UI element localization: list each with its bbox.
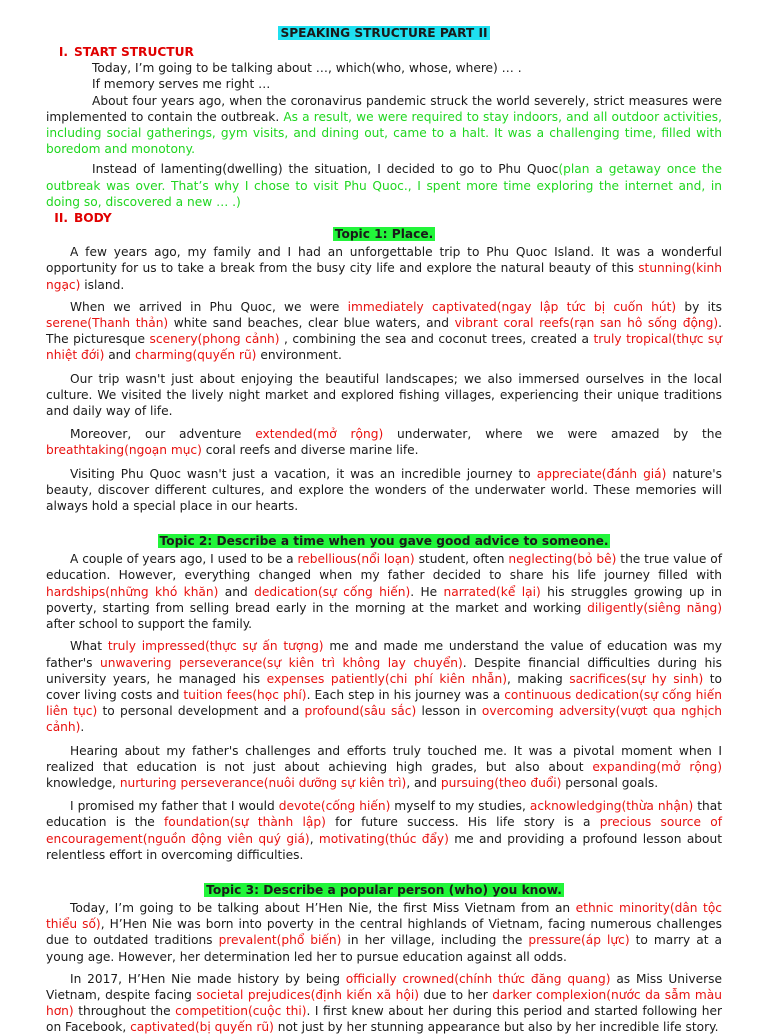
vocab-highlight: acknowledging(thừa nhận) <box>529 799 694 814</box>
text-run: Hearing about my father's challenges and efforts truly touched me. It was a pivotal moment when I realized that education is not just about achieving high grades, but also about <box>46 743 722 774</box>
vocab-highlight: officially crowned(chính thức đăng quang) <box>345 971 611 986</box>
vocab-highlight: expenses patiently(chi phí kiên nhẫn) <box>266 671 507 686</box>
vocab-highlight: nurturing perseverance(nuôi dưỡng sự kiên trì) <box>119 775 407 790</box>
text-run: I promised my father that I would <box>70 799 279 814</box>
paragraph <box>46 743 722 792</box>
vocab-highlight: prevalent(phổ biến) <box>218 933 342 948</box>
vocab-highlight: truly impressed(thực sự ấn tượng) <box>107 639 324 654</box>
section-number: I. <box>58 45 68 59</box>
paragraph <box>46 638 722 735</box>
vocab-highlight: pressure(áp lực) <box>528 933 630 948</box>
paragraph <box>46 900 722 965</box>
text-run: , and <box>406 775 441 790</box>
text-run: What <box>70 639 108 654</box>
vocab-highlight: tuition fees(học phí) <box>183 687 307 702</box>
vocab-highlight: truly tropical(thực sự nhiệt đới) <box>46 332 722 363</box>
topic-1-heading <box>46 226 722 242</box>
vocab-highlight: stunning(kinh ngạc) <box>46 261 722 292</box>
vocab-highlight: devote(cống hiến) <box>278 799 391 814</box>
text-run: When we arrived in Phu Quoc, we were <box>70 299 348 314</box>
intro-line-1: Today, I’m going to be talking about …, which(who, whose, where) … . <box>92 61 522 76</box>
vocab-highlight: rebellious(nổi loạn) <box>297 552 415 567</box>
text-run: the true value of education. However, everything changed when my father decided to share his life journey filled with <box>46 552 723 583</box>
vocab-highlight: serene(Thanh thản) <box>46 316 169 331</box>
vocab-highlight: sacrifices(sự hy sinh) <box>569 671 704 686</box>
vocab-highlight: motivating(thúc đẩy) <box>318 831 449 846</box>
intro-paragraph-3 <box>46 93 722 158</box>
vocab-highlight: diligently(siêng năng) <box>587 600 722 615</box>
text-run: . I first knew about her during this period and started following her on Facebook, <box>46 1004 722 1035</box>
text-run: island. <box>80 277 125 292</box>
text-run: student, often <box>414 552 509 567</box>
text-run: . The picturesque <box>46 316 722 347</box>
paragraph <box>46 299 722 364</box>
text-run: About four years ago, when the coronavirus pandemic struck the world severely, strict measures were implemented to contain the outbreak. <box>46 93 722 124</box>
vocab-highlight: vibrant coral reefs(rạn san hô sống động) <box>454 316 719 331</box>
text-run: Moreover, our adventure <box>70 427 256 442</box>
text-run: me and made me understand the value of education was my father's <box>46 639 722 670</box>
vocab-highlight: expanding(mở rộng) <box>592 759 722 774</box>
text-run: to personal development and a <box>97 704 305 719</box>
intro-paragraph-4 <box>46 161 722 210</box>
text-run: , <box>309 831 319 846</box>
intro-line-2: If memory serves me right … <box>92 77 271 92</box>
text-run: , making <box>507 671 570 686</box>
vocab-highlight: darker complexion(nước da sẫm màu hơn) <box>46 987 722 1019</box>
vocab-highlight: immediately captivated(ngay lập tức bị cuốn hút) <box>347 299 677 314</box>
text-run: to marry at a young age. However, her determination led her to pursue education against all odds. <box>46 933 722 964</box>
vocab-highlight: scenery(phong cảnh) <box>149 332 280 347</box>
title-highlight: SPEAKING STRUCTURE PART II <box>280 26 488 40</box>
text-run: Our trip wasn't just about enjoying the beautiful landscapes; we also immersed ourselves in the local culture. We visited the lively night market and explored fishing villages, experiencing their unique traditions and daily way of life. <box>46 371 722 419</box>
paragraph <box>46 426 722 458</box>
vocab-highlight: breathtaking(ngoạn mục) <box>46 443 202 458</box>
vocab-highlight: overcoming adversity(vượt qua nghịch cảnh) <box>46 704 723 735</box>
vocab-highlight: extended(mở rộng) <box>255 427 384 442</box>
text-run: nature's beauty, discover different cultures, and explore the wonders of the underwater world. These memories will always hold a special place in our hearts. <box>46 466 722 514</box>
text-run: me and providing a profound lesson about relentless effort in overcoming difficulties. <box>46 831 722 862</box>
topic-label: Topic 1: Place. <box>334 227 434 242</box>
paragraph <box>46 971 722 1036</box>
text-run: Instead of lamenting(dwelling) the situation, I decided to go to Phu Quoc <box>92 162 559 177</box>
vocab-highlight: competition(cuộc thi) <box>175 1004 307 1019</box>
vocab-highlight: captivated(bị quyến rũ) <box>130 1020 274 1035</box>
text-run: A few years ago, my family and I had an unforgettable trip to Phu Quoc Island. It was a wonderful opportunity for us to take a break from the busy city life and explore the natural beauty of this <box>46 245 722 276</box>
text-run: by its <box>676 299 722 314</box>
text-run: knowledge, <box>46 775 120 790</box>
vocab-highlight: charming(quyến rũ) <box>135 348 257 363</box>
vocab-highlight: foundation(sự thành lập) <box>163 815 326 830</box>
vocab-highlight: neglecting(bỏ bê) <box>508 552 617 567</box>
section-label: BODY <box>74 211 112 226</box>
section-start-heading <box>46 44 722 60</box>
text-run: environment. <box>256 348 342 363</box>
topic-3-heading <box>46 882 722 898</box>
paragraph <box>46 244 722 293</box>
section-body-heading <box>46 210 722 226</box>
section-number: II. <box>54 211 68 226</box>
text-run: , combining the sea and coconut trees, created a <box>279 332 594 347</box>
text-run: and <box>104 348 136 363</box>
vocab-highlight: continuous dedication(sự cống hiến liên tục) <box>46 687 722 719</box>
vocab-highlight: ethnic minority(dân tộc thiểu số) <box>46 900 722 932</box>
text-run: myself to my studies, <box>390 799 530 814</box>
text-run: his struggles growing up in poverty, starting from selling bread early in the morning at the market and working <box>46 584 722 615</box>
text-run: to cover living costs and <box>46 671 722 702</box>
vocab-highlight: appreciate(đánh giá) <box>536 466 667 481</box>
text-run: throughout the <box>73 1004 176 1019</box>
text-run: as Miss Universe Vietnam, despite facing <box>46 971 722 1002</box>
text-run: . <box>80 720 85 735</box>
text-run: Today, I’m going to be talking about H’Hen Nie, the first Miss Vietnam from an <box>70 900 576 915</box>
text-run: due to her <box>418 987 493 1002</box>
text-run: . Despite financial difficulties during his university years, he managed his <box>46 655 722 686</box>
section-label: START STRUCTUR <box>74 45 194 59</box>
topic-label: Topic 3: Describe a popular person (who) you know. <box>206 882 562 897</box>
text-run: white sand beaches, clear blue waters, and <box>168 316 455 331</box>
text-run: not just by her stunning appearance but also by her incredible life story. <box>273 1020 719 1035</box>
topic-2-heading <box>46 533 722 549</box>
green-text-run: (plan a getaway once the outbreak was over. That’s why I chose to visit Phu Quoc., I spent more time exploring the internet and, in doing so, discovered a new … .) <box>46 162 722 209</box>
vocab-highlight: narrated(kể lại) <box>443 584 541 599</box>
text-run: after school to support the family. <box>46 617 253 632</box>
text-run: lesson in <box>416 704 482 719</box>
green-text-run: As a result, we were required to stay indoors, and all outdoor activities, including social gatherings, gym visits, and dining out, came to a halt. It was a challenging time, filled with boredom and monotony. <box>46 109 723 157</box>
page-title <box>46 26 722 40</box>
paragraph <box>46 798 722 863</box>
text-run: coral reefs and diverse marine life. <box>201 443 419 458</box>
vocab-highlight: precious source of encouragement(nguồn động viên quý giá) <box>46 815 723 846</box>
text-run: in her village, including the <box>341 933 529 948</box>
vocab-highlight: unwavering perseverance(sự kiên trì không lay chuyển) <box>100 655 463 670</box>
body-content <box>46 226 722 1035</box>
text-run: , H’Hen Nie was born into poverty in the central highlands of Vietnam, facing numerous challenges due to outdated traditions <box>46 917 722 948</box>
text-run: In 2017, H’Hen Nie made history by being <box>70 971 346 986</box>
intro-block <box>46 60 722 210</box>
text-run: Visiting Phu Quoc wasn't just a vacation, it was an incredible journey to <box>70 466 537 481</box>
vocab-highlight: dedication(sự cống hiến) <box>254 584 411 599</box>
text-run: and <box>218 584 255 599</box>
text-run: personal goals. <box>561 775 659 790</box>
text-run: . He <box>410 584 444 599</box>
paragraph <box>46 466 722 515</box>
paragraph <box>46 371 722 420</box>
vocab-highlight: hardships(những khó khăn) <box>46 584 219 599</box>
text-run: . Each step in his journey was a <box>306 687 505 702</box>
paragraph <box>46 551 722 632</box>
text-run: for future success. His life story is a <box>325 815 600 830</box>
text-run: underwater, where we were amazed by the <box>383 427 723 442</box>
text-run: A couple of years ago, I used to be a <box>70 552 298 567</box>
topic-label: Topic 2: Describe a time when you gave good advice to someone. <box>159 534 609 549</box>
text-run: that education is the <box>46 799 722 830</box>
vocab-highlight: profound(sâu sắc) <box>304 704 417 719</box>
vocab-highlight: pursuing(theo đuổi) <box>440 775 562 790</box>
vocab-highlight: societal prejudices(định kiến xã hội) <box>196 987 419 1002</box>
